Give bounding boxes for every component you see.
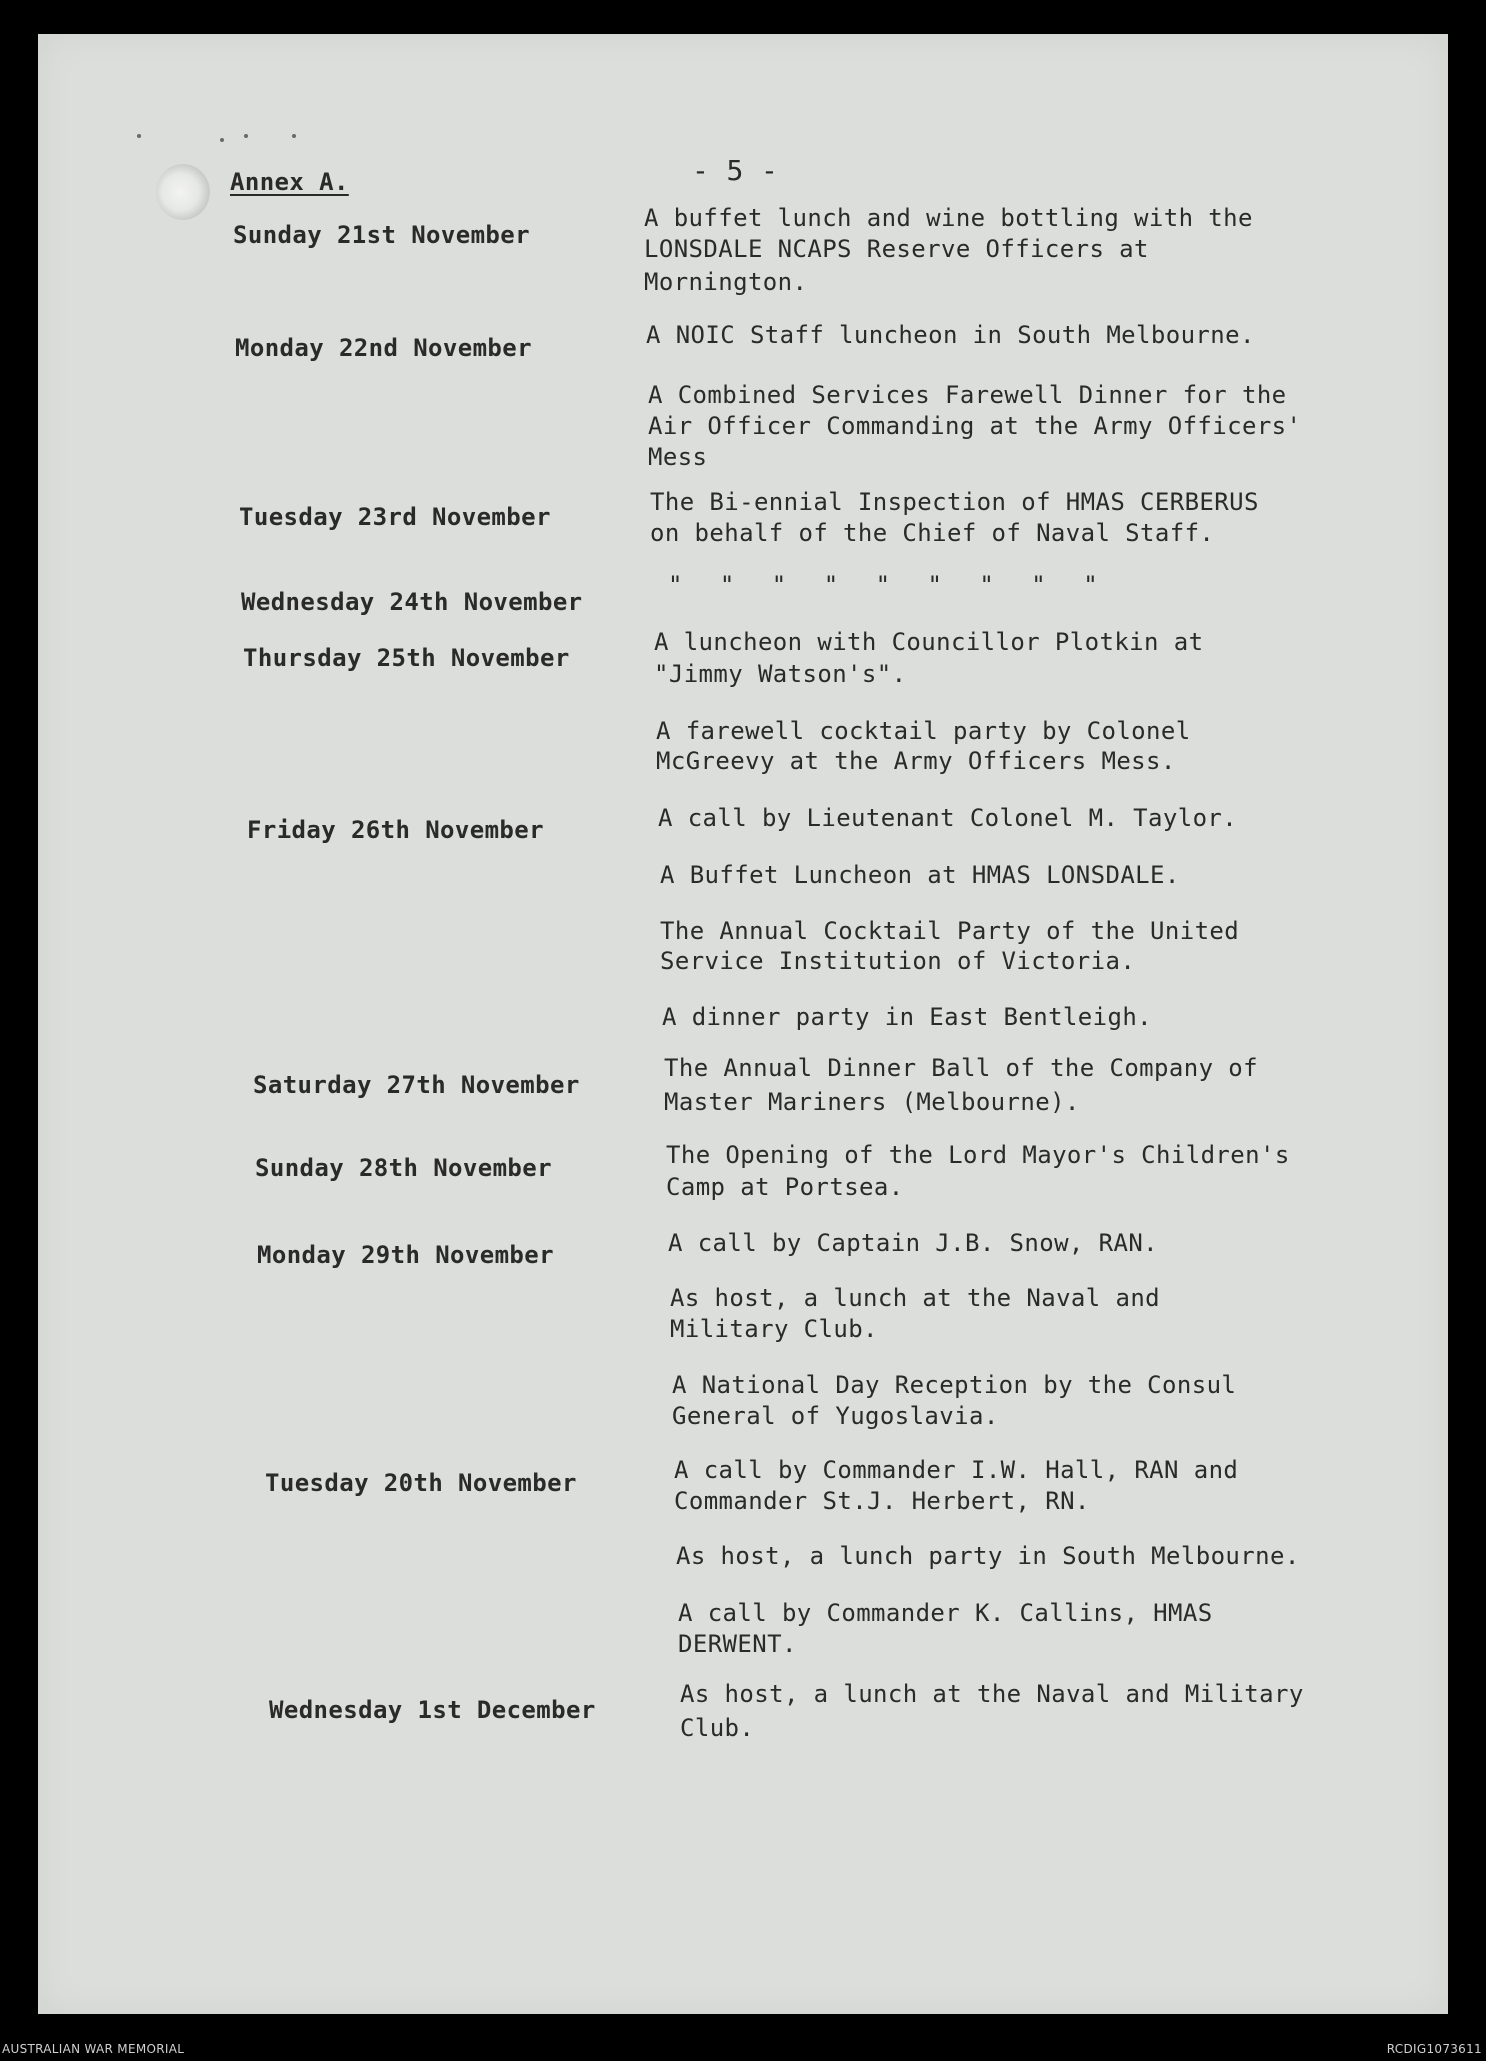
paper-speck (292, 134, 296, 138)
entry-line: Commander St.J. Herbert, RN. (674, 1487, 1090, 1515)
entry-line: A National Day Reception by the Consul (672, 1371, 1237, 1399)
entry-line: "Jimmy Watson's". (654, 660, 907, 688)
entry-date: Wednesday 1st December (269, 1696, 596, 1724)
paper-speck (137, 134, 141, 138)
entry-line: A call by Captain J.B. Snow, RAN. (668, 1229, 1159, 1257)
entry-line: Mess (648, 443, 708, 471)
entry-line: DERWENT. (678, 1630, 797, 1658)
footer-record-id: RCDIG1073611 (1386, 2042, 1482, 2056)
entry-line: A call by Lieutenant Colonel M. Taylor. (658, 804, 1238, 832)
entry-line: General of Yugoslavia. (672, 1402, 999, 1430)
entry-date: Sunday 28th November (255, 1154, 552, 1182)
entry-line: The Annual Cocktail Party of the United (660, 917, 1240, 945)
annex-heading: Annex A. (230, 168, 349, 196)
entry-date: Sunday 21st November (233, 221, 530, 249)
entry-line: A dinner party in East Bentleigh. (662, 1003, 1153, 1031)
entry-line: McGreevy at the Army Officers Mess. (656, 747, 1176, 775)
entry-line: Camp at Portsea. (666, 1173, 904, 1201)
entry-line: A call by Commander K. Callins, HMAS (678, 1599, 1213, 1627)
entry-date: Monday 29th November (257, 1241, 554, 1269)
entry-line: A farewell cocktail party by Colonel (656, 717, 1191, 745)
entry-line: Military Club. (670, 1315, 878, 1343)
entry-date: Friday 26th November (247, 816, 544, 844)
entry-line: The Annual Dinner Ball of the Company of (664, 1054, 1258, 1082)
punch-hole (156, 164, 210, 220)
entry-line: on behalf of the Chief of Naval Staff. (650, 519, 1215, 547)
entry-line: Mornington. (644, 268, 808, 296)
entry-line: The Bi-ennial Inspection of HMAS CERBERUS (650, 488, 1259, 516)
entry-line: The Opening of the Lord Mayor's Children's (666, 1141, 1290, 1169)
entry-line: LONSDALE NCAPS Reserve Officers at (644, 235, 1149, 263)
page-number: - 5 - (692, 154, 779, 187)
entry-line: Air Officer Commanding at the Army Officers' (648, 412, 1302, 440)
entry-date: Wednesday 24th November (241, 588, 583, 616)
entry-date: Tuesday 23rd November (239, 503, 551, 531)
entry-date: Tuesday 20th November (265, 1469, 577, 1497)
paper-speck (244, 134, 248, 138)
entry-line: A Buffet Luncheon at HMAS LONSDALE. (660, 861, 1180, 889)
entry-line: Club. (680, 1714, 755, 1742)
entry-line: " " " " " " " " " (668, 571, 1110, 599)
entry-line: A buffet lunch and wine bottling with the (644, 204, 1253, 232)
entry-line: A NOIC Staff luncheon in South Melbourne. (646, 321, 1255, 349)
entry-line: As host, a lunch at the Naval and (670, 1284, 1161, 1312)
footer-archive-name: AUSTRALIAN WAR MEMORIAL (2, 2042, 185, 2056)
entry-line: As host, a lunch party in South Melbourne. (676, 1542, 1300, 1570)
entry-date: Saturday 27th November (253, 1071, 580, 1099)
entry-line: Service Institution of Victoria. (660, 947, 1136, 975)
entry-line: A luncheon with Councillor Plotkin at (654, 628, 1204, 656)
entry-date: Monday 22nd November (235, 334, 532, 362)
entry-date: Thursday 25th November (243, 644, 570, 672)
entry-line: Master Mariners (Melbourne). (664, 1088, 1080, 1116)
paper-speck (220, 138, 224, 142)
entry-line: As host, a lunch at the Naval and Military (680, 1680, 1304, 1708)
entry-line: A Combined Services Farewell Dinner for the (648, 381, 1287, 409)
entry-line: A call by Commander I.W. Hall, RAN and (674, 1456, 1239, 1484)
